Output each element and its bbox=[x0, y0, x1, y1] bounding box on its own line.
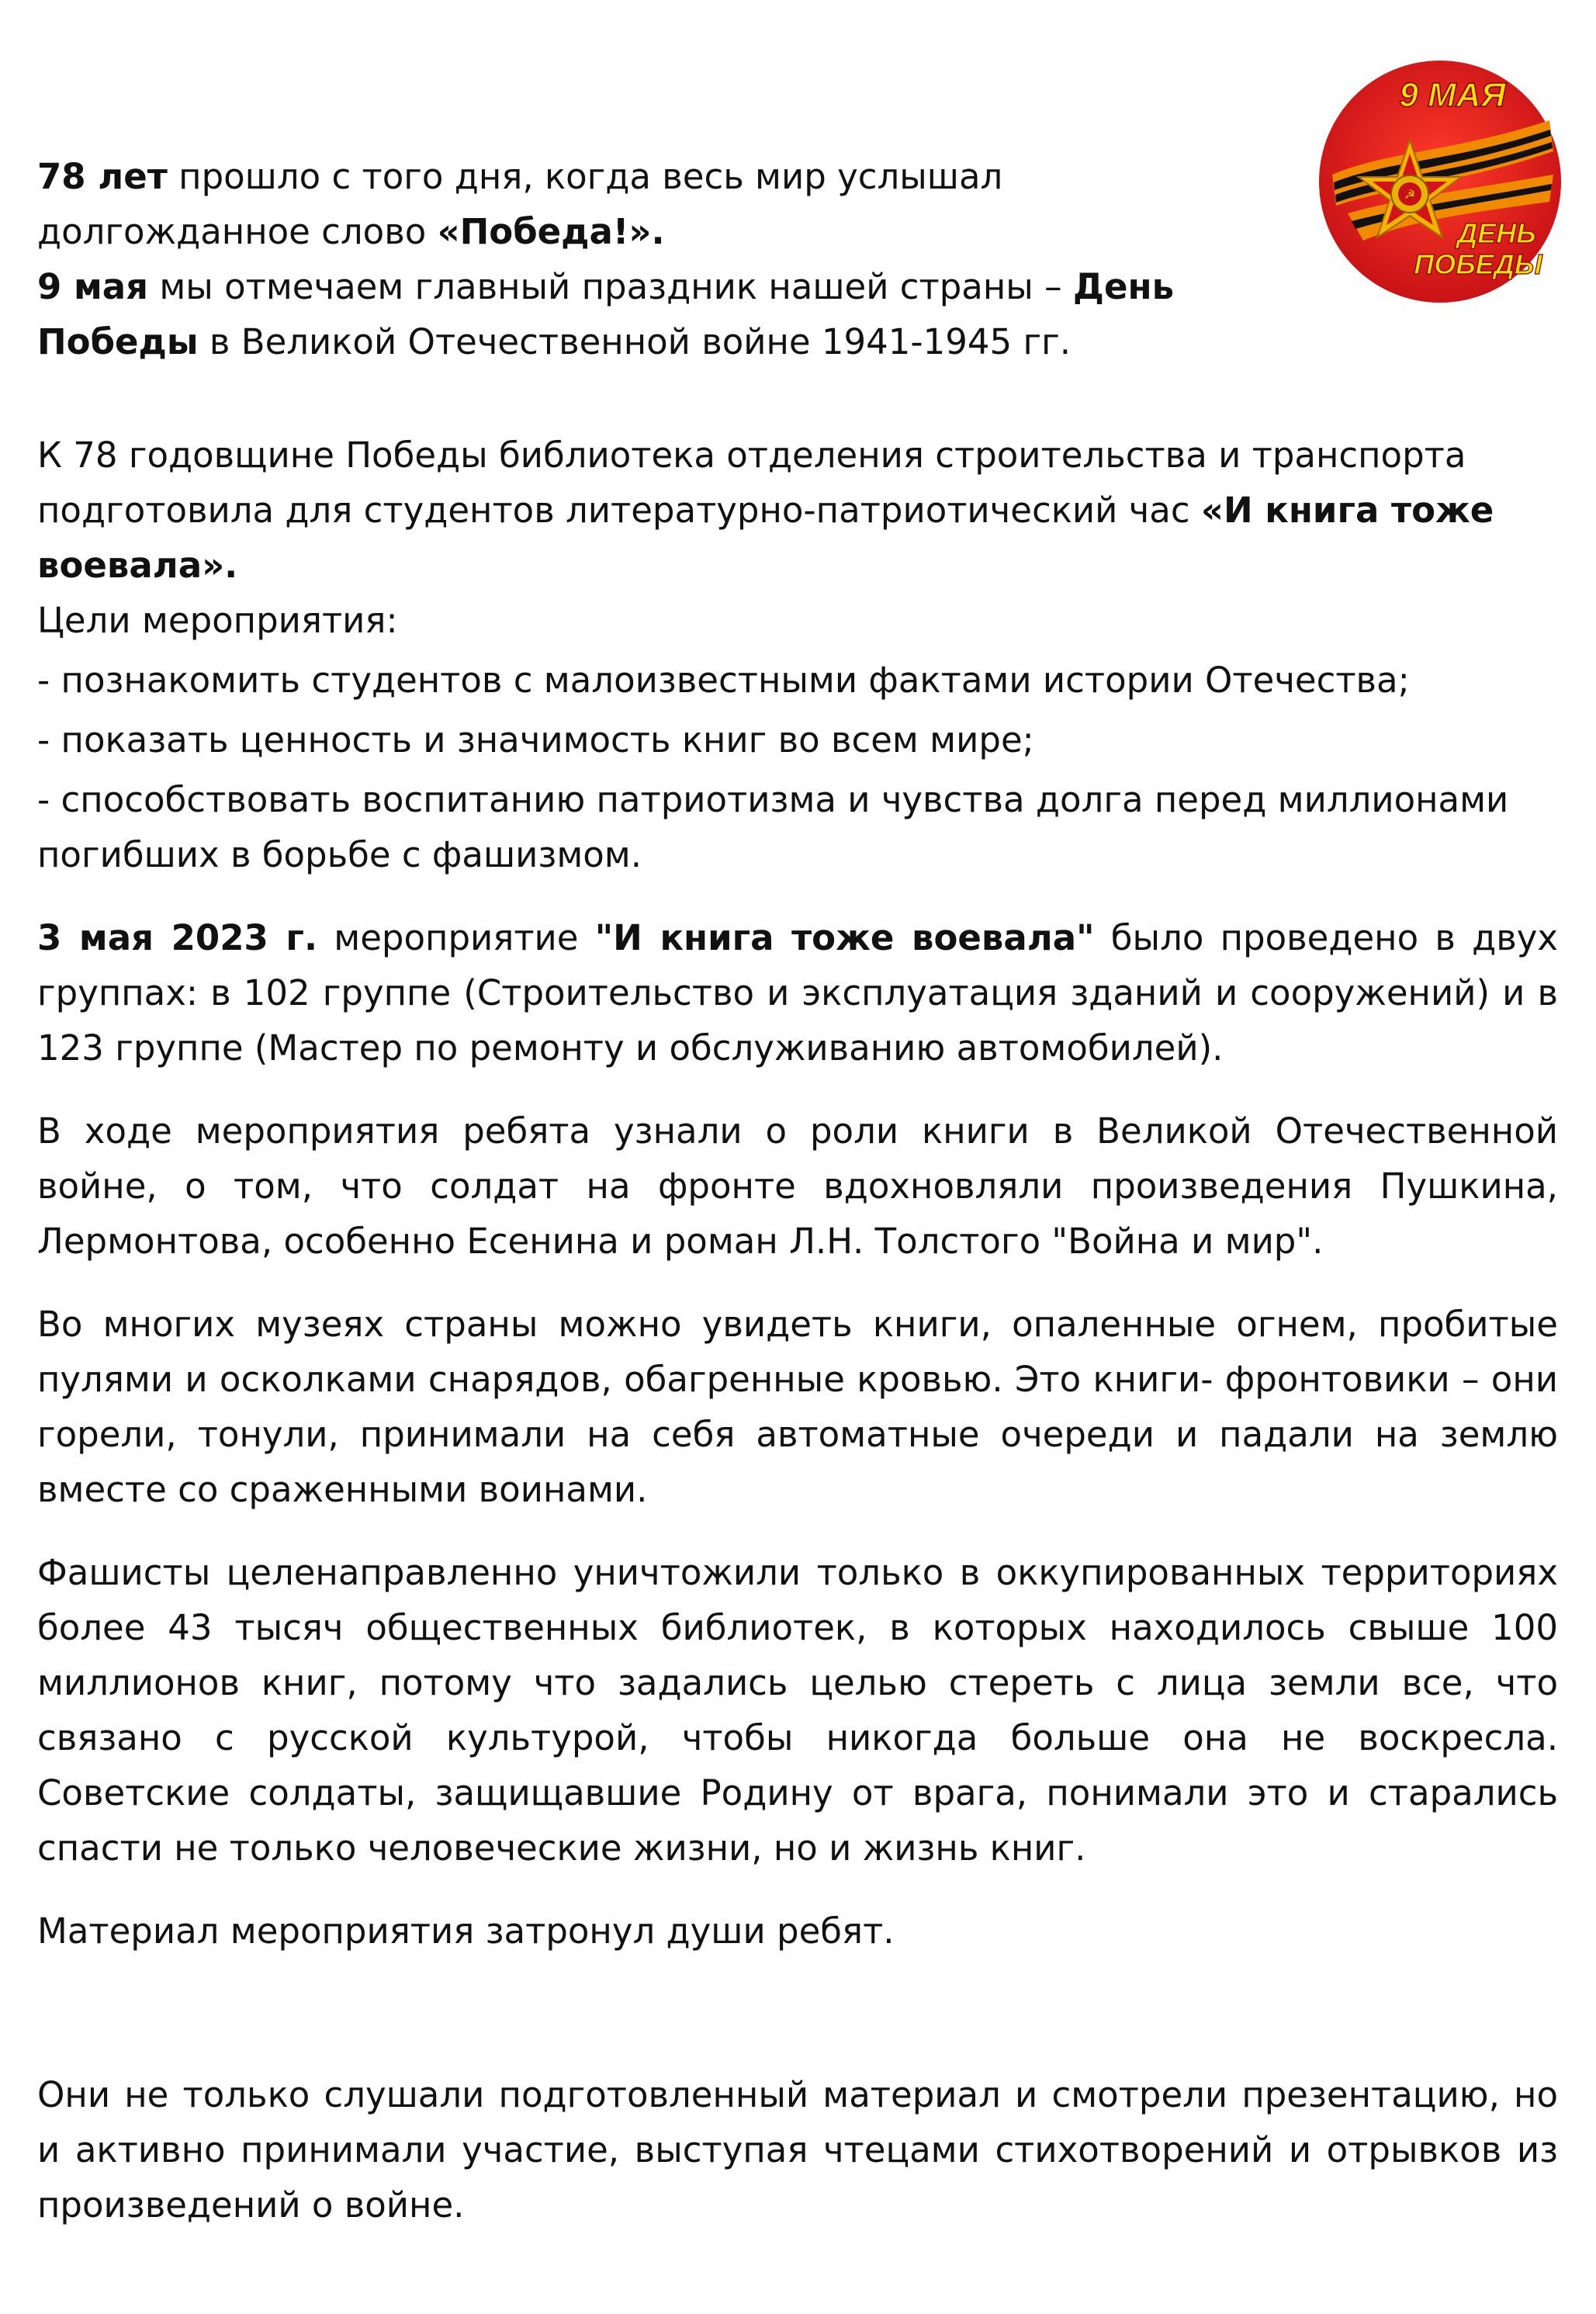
emblem-bottom-text-1: ДЕНЬ bbox=[1457, 217, 1536, 249]
body-paragraph: В ходе мероприятия ребята узнали о роли книги в Великой Отечественной войне, о том, что солдат на фронте вдохновляли произведения Пушкина, Лермонтова, особенно Есенина и роман Л.Н. Толстого "Война и мир". bbox=[37, 1110, 1558, 1262]
years-bold: 78 лет bbox=[37, 156, 168, 197]
body-paragraph: Они не только слушали подготовленный материал и смотрели презентацию, но и активно принимали участие, выступая чтецами стихотворений и отрывков из произведений о войне. bbox=[37, 2074, 1558, 2226]
body-paragraph: Фашисты целенаправленно уничтожили только в оккупированных территориях более 43 тысяч общественных библиотек, в которых находилось свыше 100 миллионов книг, потому что задались целью стереть с лица земли все, что связано с русской культурой, чтобы никогда больше она не воскресла. Советские солдаты, защищавшие Родину от врага, понимали это и старались спасти не только человеческие жизни, но и жизнь книг. bbox=[37, 1552, 1558, 1869]
event-text: К 78 годовщине Победы библиотека отделения строительства и транспорта подготовила для студентов литературно-патриотический час bbox=[37, 435, 1466, 531]
victory-day-bold: День Победы bbox=[37, 266, 1175, 362]
document-body bbox=[37, 149, 1558, 2233]
goals-title: Цели мероприятия: bbox=[37, 600, 398, 641]
event-name-bold: "И книга тоже воевала" bbox=[594, 917, 1095, 958]
intro-text-2: мы отмечаем главный праздник нашей страны – bbox=[148, 266, 1073, 307]
goal-item: - познакомить студентов с малоизвестными фактами истории Отечества; bbox=[37, 660, 1410, 701]
svg-text:☭: ☭ bbox=[1404, 187, 1416, 202]
intro-paragraph-2 bbox=[37, 259, 1248, 369]
victory-word-bold: «Победа!». bbox=[437, 211, 665, 252]
event-title-bold: «И книга тоже воевала». bbox=[37, 490, 1494, 586]
emblem-top-text: 9 МАЯ bbox=[1399, 76, 1506, 114]
intro-text-1: прошло с того дня, когда весь мир услышал долгожданное слово bbox=[37, 156, 1003, 252]
date-bold: 3 мая 2023 г. bbox=[37, 917, 318, 958]
body-paragraph: Материал мероприятия затронул души ребят. bbox=[37, 1910, 895, 1952]
event-paragraph bbox=[37, 428, 1558, 593]
held-text-2: было проведено в двух группах: в 102 группе (Строительство и эксплуатация зданий и сооружений) и в 123 группе (Мастер по ремонту и обслуживанию автомобилей). bbox=[37, 917, 1559, 1069]
goal-item: - показать ценность и значимость книг во всем мире; bbox=[37, 719, 1034, 760]
may-9-bold: 9 мая bbox=[37, 266, 149, 307]
emblem-bottom-text-2: ПОБЕДЫ bbox=[1414, 248, 1542, 280]
held-text-1: мероприятие bbox=[317, 917, 595, 958]
goal-item: - способствовать воспитанию патриотизма и чувства долга перед миллионами погибших в борьбе с фашизмом. bbox=[37, 779, 1509, 875]
held-paragraph bbox=[37, 910, 1558, 1076]
intro-text-3: в Великой Отечественной войне 1941-1945 гг. bbox=[198, 321, 1072, 362]
intro-paragraph-1 bbox=[37, 149, 1248, 259]
body-paragraph: Во многих музеях страны можно увидеть книги, опаленные огнем, пробитые пулями и осколками снарядов, обагренные кровью. Это книги- фронтовики – они горели, тонули, принимали на себя автоматные очереди и падали на землю вместе со сраженными воинами. bbox=[37, 1304, 1558, 1510]
